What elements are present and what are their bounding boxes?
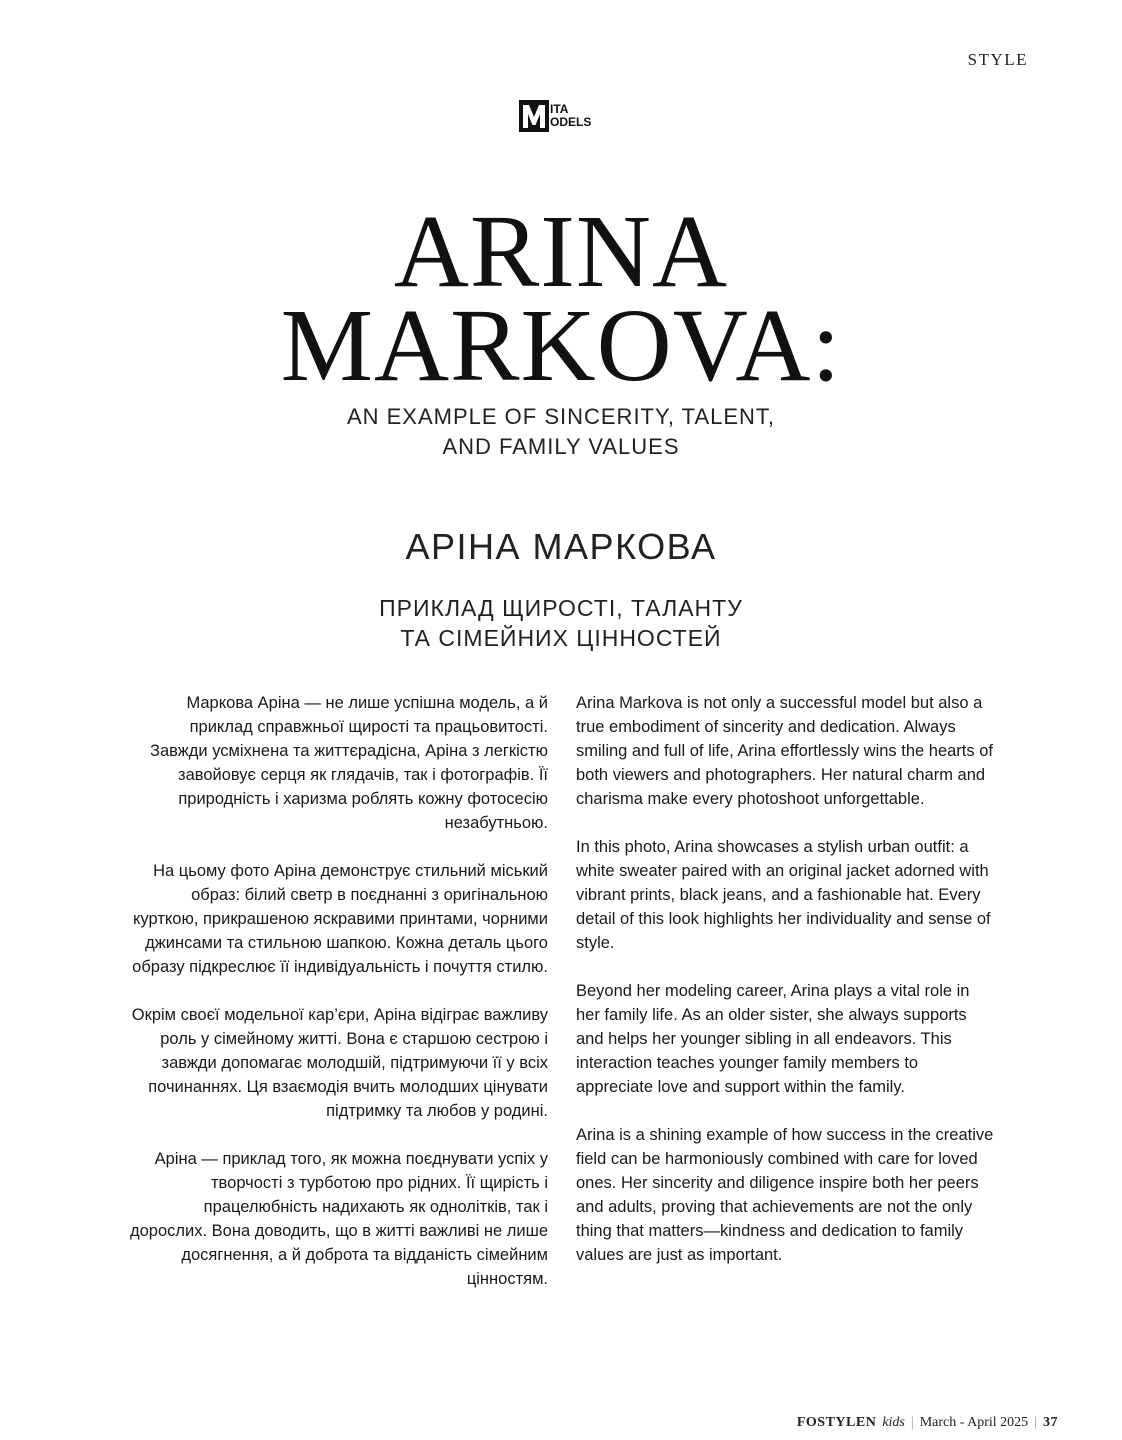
subtitle-line-1: AN EXAMPLE OF SINCERITY, TALENT, [346,404,776,429]
title-line-2: MARKOVA: [280,288,842,403]
ua-paragraph: Окрім своєї модельної кар’єри, Аріна відіграє важливу роль у сімейному житті. Вона є старшою сестрою і завжди допомагає молодшій, підтримуючи її у всіх починаннях. Ця взаємодія вчить молодших цінувати підтримку та любов у родині. [131,1006,548,1120]
logo-line-2: ODELS [550,115,592,129]
footer-separator: | [910,1415,914,1430]
vita-models-logo [519,100,591,132]
ukrainian-title: АРІНА МАРКОВА [405,526,717,567]
section-label: STYLE [967,50,1028,69]
ukrainian-column [130,691,548,1291]
footer-brand-suffix: kids [882,1415,905,1430]
ua-subtitle-line-1: ПРИКЛАД ЩИРОСТІ, ТАЛАНТУ [379,595,743,621]
logo-mark-icon [519,100,549,132]
page-title [0,194,1122,403]
footer-issue: March - April 2025 [919,1415,1029,1430]
en-paragraph: Arina is a shining example of how success in the creative field can be harmoniously combined with care for loved ones. Her sincerity and diligence inspire both her peers and adults, proving that achievements are not the only thing that matters—kindness and dedication to family values are just as important. [576,1126,994,1264]
en-paragraph: In this photo, Arina showcases a stylish urban outfit: a white sweater paired with an original jacket adorned with vibrant prints, black jeans, and a fashionable hat. Every detail of this look highlights her individuality and sense of style. [576,838,991,952]
title-line-1: ARINA [393,194,729,309]
english-column [576,691,996,1267]
page-footer [797,1415,1058,1431]
en-paragraph: Arina Markova is not only a successful model but also a true embodiment of sincerity and dedication. Always smiling and full of life, Arina effortlessly wins the hearts of both viewers and photographers. Her natural charm and charisma make every photoshoot unforgettable. [576,694,993,808]
ua-subtitle-line-2: ТА СІМЕЙНИХ ЦІННОСТЕЙ [400,625,722,651]
en-paragraph: Beyond her modeling career, Arina plays a vital role in her family life. As an older sister, she always supports and helps her younger sibling in all endeavors. This interaction teaches younger family members to appreciate love and support within the family. [576,982,970,1096]
ukrainian-subtitle [0,593,1122,653]
ua-paragraph: Маркова Аріна — не лише успішна модель, а й приклад справжньої щирості та працьовитості. Завжди усміхнена та життєрадісна, Аріна з легкістю завойовує серця як глядачів, так і фотографів. Її природність і харизма роблять кожну фотосесію незабутньою. [150,694,548,832]
ua-paragraph: Аріна — приклад того, як можна поєднувати успіх у творчості з турботою про рідних. Її щирість і працелюбність надихають як однолітків, так і дорослих. Вона доводить, що в житті важливі не лише досягнення, а й доброта та відданість сімейним цінностям. [130,1150,548,1288]
footer-separator: | [1034,1415,1037,1430]
page-subtitle [0,402,1122,462]
footer-brand: FOSTYLEN [796,1415,877,1430]
logo-line-1: ITA [550,102,569,116]
page-number: 37 [1043,1415,1058,1430]
logo-wordmark [550,100,591,129]
subtitle-line-2: AND FAMILY VALUES [442,434,680,459]
ua-paragraph: На цьому фото Аріна демонструє стильний міський образ: білий светр в поєднанні з оригінальною курткою, прикрашеною яскравими принтами, чорними джинсами та стильною шапкою. Кожна деталь цього образу підкреслює її індивідуальність і почуття стилю. [132,862,548,976]
